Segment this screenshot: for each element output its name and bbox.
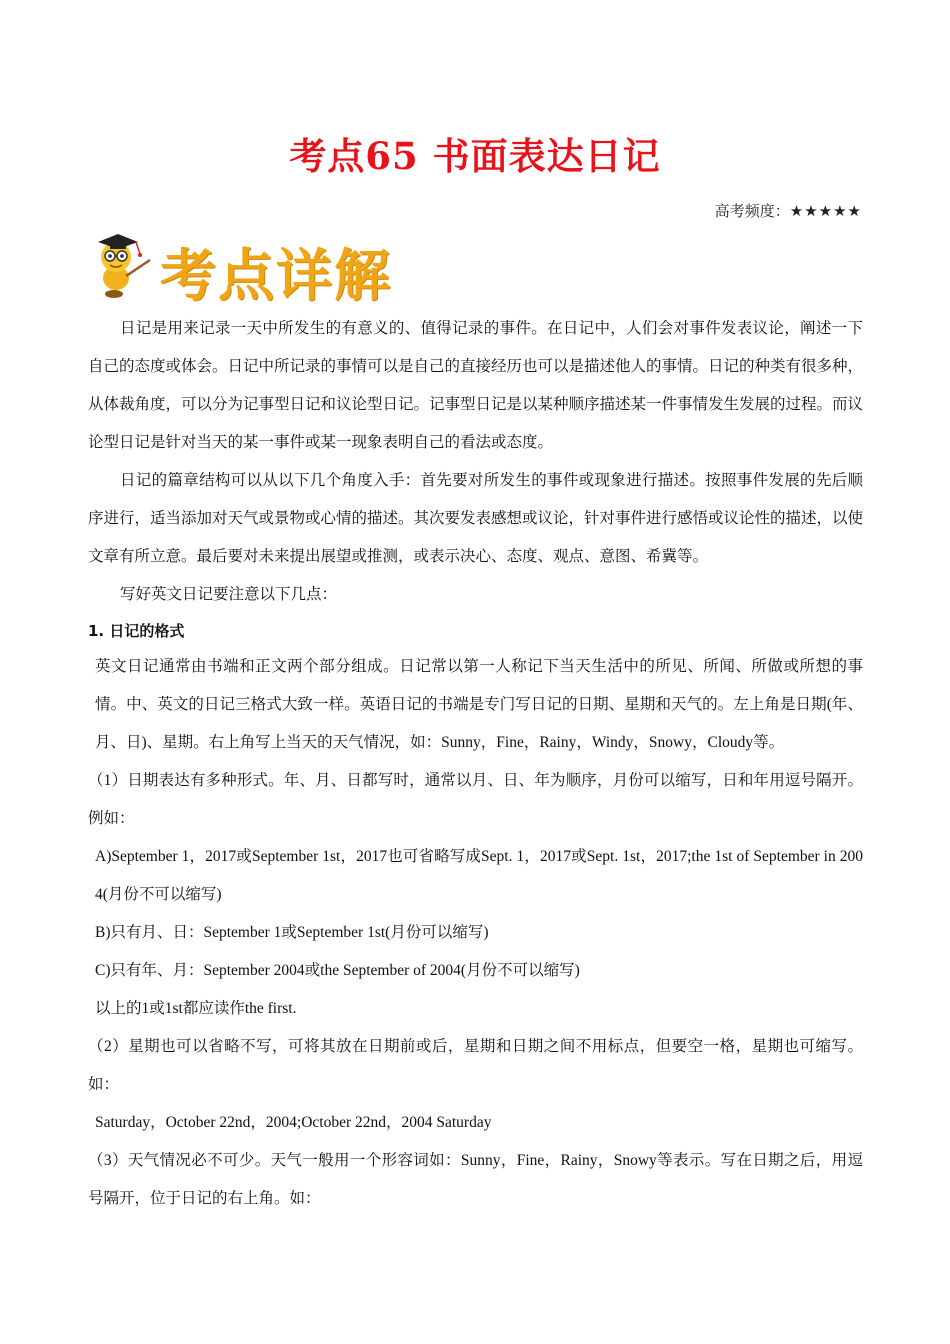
article-body [88,310,863,1218]
exam-frequency [715,200,862,221]
frequency-label: 高考频度： [714,204,790,220]
paragraph: （3）天气情况必不可少。天气一般用一个形容词如：Sunny，Fine，Rainy，Snowy等表示。写在日期之后，用逗号隔开，位于日记的右上角。如： [88,1152,863,1207]
example-line: C)只有年、月：September 2004或the September of 2004(月份不可以缩写) [95,962,580,979]
scholar-mascot-icon [88,230,154,300]
paragraph: 日记是用来记录一天中所发生的有意义的、值得记录的事件。在日记中，人们会对事件发表议论，阐述一下自己的态度或体会。日记中所记录的事情可以是自己的直接经历也可以是描述他人的事情。日记的种类有很多种，从体裁角度，可以分为记事型日记和议论型日记。记事型日记是以某种顺序描述某一件事情发生发展的过程。而议论型日记是针对当天的某一事件或某一现象表明自己的看法或态度。 [88,320,864,451]
section-banner [88,230,398,309]
paragraph: 英文日记通常由书端和正文两个部分组成。日记常以第一人称记下当天生活中的所见、所闻、所做或所想的事情。中、英文的日记三格式大致一样。英语日记的书端是专门写日记的日期、星期和天气的。左上角是日期(年、月、日)、星期。右上角写上当天的天气情况，如：Sunny，Fine，Rainy，Windy，Snowy，Cloudy等。 [95,658,863,751]
frequency-stars: ★★★★★ [789,204,862,220]
example-line: 以上的1或1st都应读作the first. [95,1000,297,1017]
paragraph: （1）日期表达有多种形式。年、月、日都写时，通常以月、日、年为顺序，月份可以缩写，日和年用逗号隔开。例如： [88,772,863,827]
example-line: Saturday，October 22nd，2004;October 22nd，2004 Saturday [95,1114,492,1131]
section-heading: 1. 日记的格式 [88,622,185,640]
page-title: 考点65 书面表达日记 [289,134,661,178]
paragraph: （2）星期也可以省略不写，可将其放在日期前或后，星期和日期之间不用标点，但要空一格，星期也可缩写。如： [88,1038,863,1093]
example-line: A)September 1，2017或September 1st，2017也可省略写成Sept. 1，2017或Sept. 1st，2017;the 1st of September in 2004(月份不可以缩写) [95,848,863,903]
banner-title: 考点详解 [160,243,392,309]
example-line: B)只有月、日：September 1或September 1st(月份可以缩写) [95,924,489,941]
paragraph: 日记的篇章结构可以从以下几个角度入手：首先要对所发生的事件或现象进行描述。按照事件发展的先后顺序进行，适当添加对天气或景物或心情的描述。其次要发表感想或议论，针对事件进行感悟或议论性的描述，以使文章有所立意。最后要对未来提出展望或推测，或表示决心、态度、观点、意图、希冀等。 [88,472,864,565]
paragraph: 写好英文日记要注意以下几点： [120,586,338,603]
